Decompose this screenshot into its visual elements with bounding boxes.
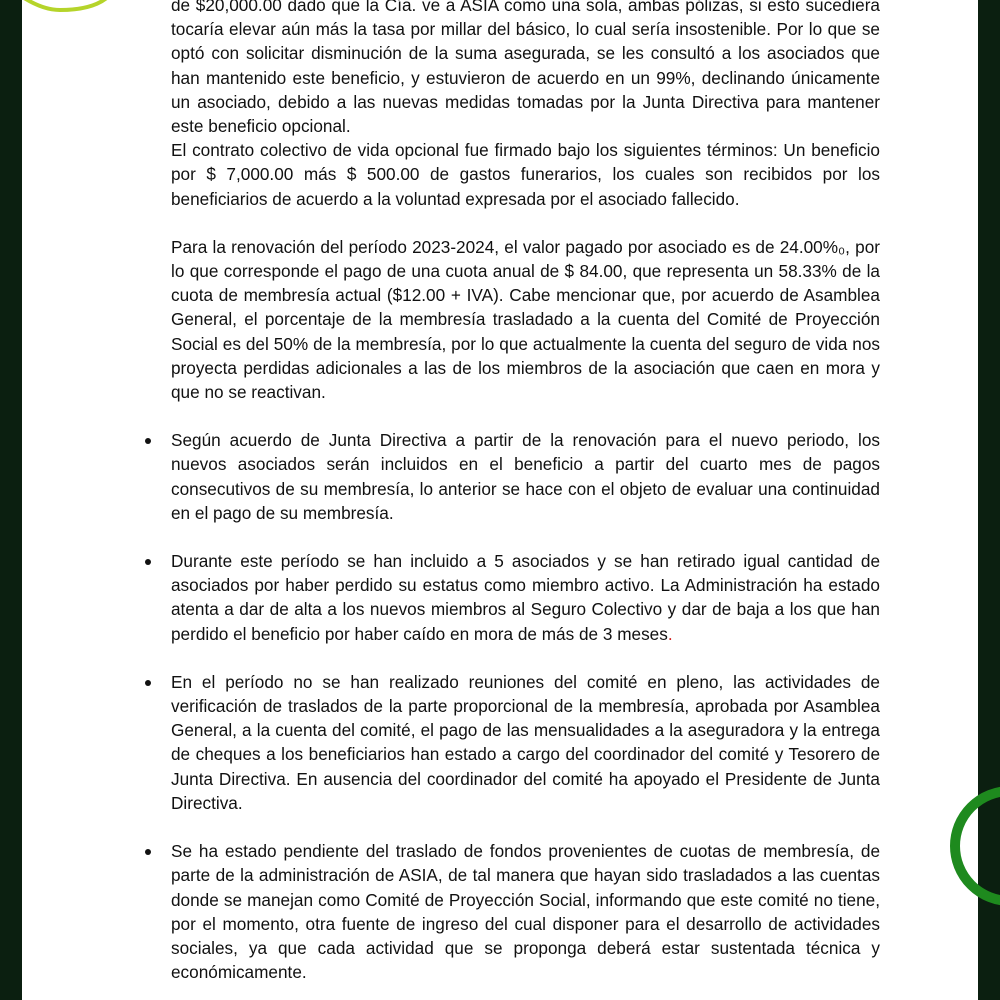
list-item: [171, 839, 880, 984]
paragraph-policy-explanation: de $20,000.00 dado que la Cía. ve a ASIA como una sola, ambas pólizas, si esto sucediera tocaría elevar aún más la tasa por millar del básico, lo cual sería insostenible. Por lo que se optó con solicitar disminución de la suma asegurada, se les consultó a los asociados que han mantenido este beneficio, y estuvieron de acuerdo en un 99%, declinando únicamente un asociado, debido a las nuevas medidas tomadas por la Junta Directiva para mantener este beneficio opcional.: [171, 0, 880, 137]
right-frame-bar: [978, 0, 1000, 1000]
bullet-icon: [145, 559, 151, 565]
left-frame-bar: [0, 0, 22, 1000]
bullet-icon: [145, 438, 151, 444]
list-item-text: En el período no se han realizado reuniones del comité en pleno, las actividades de verificación de traslados de la parte proporcional de la membresía, aprobada por Asamblea General, a la cuenta del comité, el pago de las mensualidades a la aseguradora y la entrega de cheques a los beneficiarios han estado a cargo del coordinador del comité y Tesorero de Junta Directiva. En ausencia del coordinador del comité ha apoyado el Presidente de Junta Directiva.: [171, 671, 880, 813]
list-item: [171, 428, 880, 525]
list-item-text: Según acuerdo de Junta Directiva a partir de la renovación para el nuevo periodo, los nuevos asociados serán incluidos en el beneficio a partir del cuarto mes de pagos consecutivos de su membresía, lo anterior se hace con el objeto de evaluar una continuidad en el pago de su membresía.: [171, 430, 880, 523]
list-item: [171, 670, 880, 815]
bullet-icon: [145, 849, 151, 855]
bullet-icon: [145, 680, 151, 686]
list-item: [171, 549, 880, 646]
document-body: [171, 0, 880, 984]
list-item-text: Durante este período se han incluido a 5 asociados y se han retirado igual cantidad de asociados por haber perdido su estatus como miembro activo. La Administración ha estado atenta a dar de alta a los nuevos miembros al Seguro Colectivo y dar de baja a los que han perdido el beneficio por haber caído en mora de más de 3 meses: [171, 551, 880, 644]
red-period: .: [667, 623, 673, 644]
paragraph-contract-terms: El contrato colectivo de vida opcional fue firmado bajo los siguientes términos: Un beneficio por $ 7,000.00 más $ 500.00 de gastos funerarios, los cuales son recibidos por los beneficiarios de acuerdo a la voluntad expresada por el asociado fallecido.: [171, 140, 880, 209]
paragraph-renewal-period: Para la renovación del período 2023-2024, el valor pagado por asociado es de 24.00%₀, por lo que corresponde el pago de una cuota anual de $ 84.00, que representa un 58.33% de la cuota de membresía actual ($12.00 + IVA). Cabe mencionar que, por acuerdo de Asamblea General, el porcentaje de la membresía trasladado a la cuenta del Comité de Proyección Social es del 50% de la membresía, por lo que actualmente la cuenta del seguro de vida nos proyecta perdidas adicionales a las de los miembros de la asociación que caen en mora y que no se reactivan.: [171, 236, 880, 403]
list-item-text: Se ha estado pendiente del traslado de fondos provenientes de cuotas de membresía, de parte de la administración de ASIA, de tal manera que hayan sido trasladados a las cuentas donde se manejan como Comité de Proyección Social, informando que este comité no tiene, por el momento, otra fuente de ingreso del cual disponer para el desarrollo de actividades sociales, ya que cada actividad que se proponga deberá estar sustentada técnica y económicamente.: [171, 841, 880, 983]
